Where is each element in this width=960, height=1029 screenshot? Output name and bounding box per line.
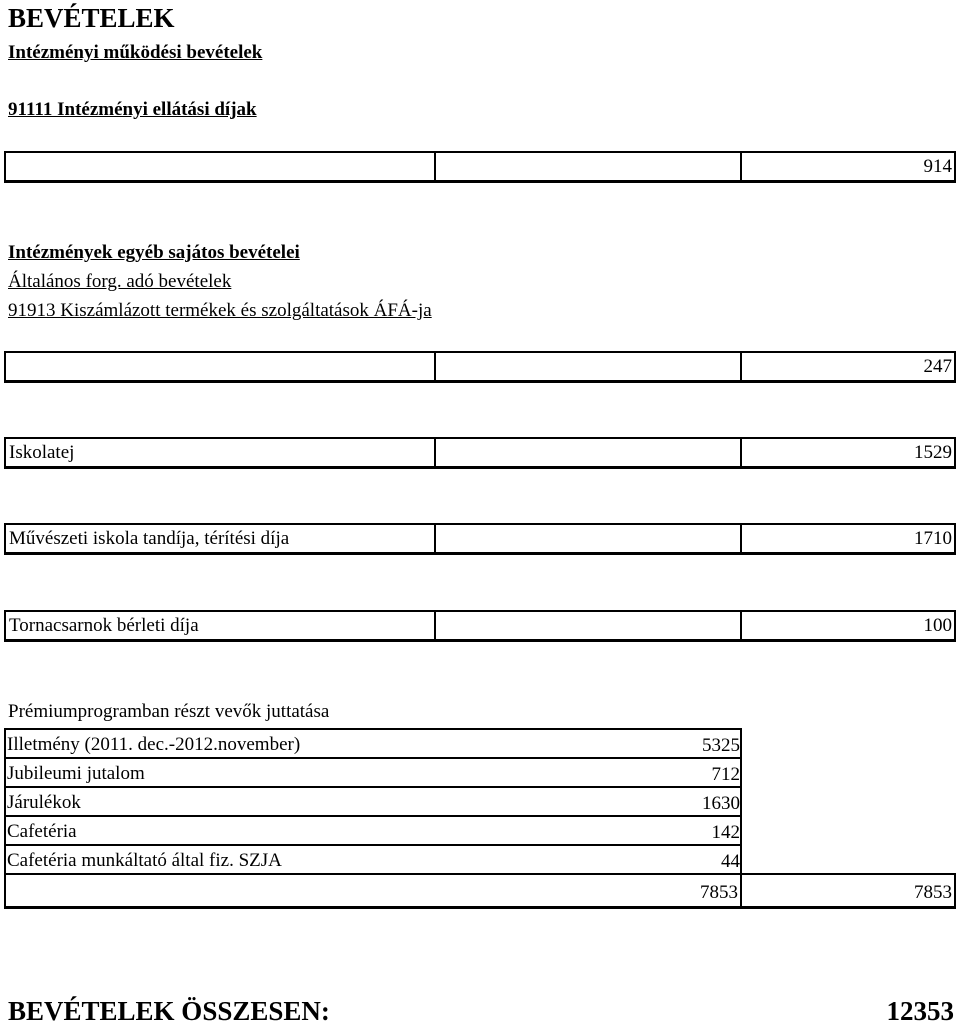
table-row-91913 [4, 351, 956, 383]
item-heading-91913: 91913 Kiszámlázott termékek és szolgáltatások ÁFÁ-ja [8, 300, 432, 321]
subsection-heading-vat: Általános forg. adó bevételek [8, 271, 232, 292]
premium-label: Cafetéria munkáltató által fiz. SZJA [7, 850, 282, 871]
premium-heading: Prémiumprogramban részt vevők juttatása [8, 701, 330, 722]
premium-row [4, 815, 742, 844]
cell-divider [740, 875, 742, 906]
cell-divider [740, 153, 742, 180]
cell-divider [434, 612, 436, 639]
premium-subtotal: 7853 [700, 882, 738, 903]
premium-right-border [740, 728, 742, 873]
cell-divider [434, 525, 436, 552]
row-value: 100 [923, 615, 952, 636]
section-heading-other: Intézmények egyéb sajátos bevételei [8, 242, 300, 263]
premium-label: Jubileumi jutalom [7, 763, 145, 784]
table-row-91111 [4, 151, 956, 183]
premium-value: 142 [711, 822, 740, 843]
premium-row [4, 757, 742, 786]
premium-label: Járulékok [7, 792, 81, 813]
table-row-school-milk [4, 437, 956, 469]
grand-total-value: 12353 [886, 996, 954, 1026]
grand-total-label: BEVÉTELEK ÖSSZESEN: [8, 996, 330, 1026]
row-label: Tornacsarnok bérleti díja [9, 615, 199, 636]
cell-divider [740, 525, 742, 552]
row-value: 1710 [914, 528, 952, 549]
premium-value: 712 [711, 764, 740, 785]
premium-row [4, 844, 742, 873]
page-title: BEVÉTELEK [8, 3, 175, 33]
premium-row [4, 786, 742, 815]
premium-label: Cafetéria [7, 821, 77, 842]
cell-divider [740, 612, 742, 639]
premium-total-row [4, 873, 956, 909]
premium-value: 44 [721, 851, 740, 872]
cell-divider [740, 353, 742, 380]
premium-row [4, 728, 742, 757]
row-value: 1529 [914, 442, 952, 463]
premium-left-border [4, 728, 6, 873]
cell-divider [434, 439, 436, 466]
premium-label: Illetmény (2011. dec.-2012.november) [7, 734, 301, 755]
premium-value: 5325 [702, 735, 740, 756]
cell-divider [740, 439, 742, 466]
item-heading-91111: 91111 Intézményi ellátási díjak [8, 99, 257, 120]
table-row-art-school [4, 523, 956, 555]
table-row-gym-rent [4, 610, 956, 642]
premium-value: 1630 [702, 793, 740, 814]
cell-divider [434, 353, 436, 380]
row-value: 247 [923, 356, 952, 377]
section-heading-institutional: Intézményi működési bevételek [8, 42, 263, 63]
row-label: Művészeti iskola tandíja, térítési díja [9, 528, 290, 549]
cell-divider [434, 153, 436, 180]
row-value: 914 [923, 156, 952, 177]
row-label: Iskolatej [9, 442, 75, 463]
premium-total: 7853 [914, 882, 952, 903]
